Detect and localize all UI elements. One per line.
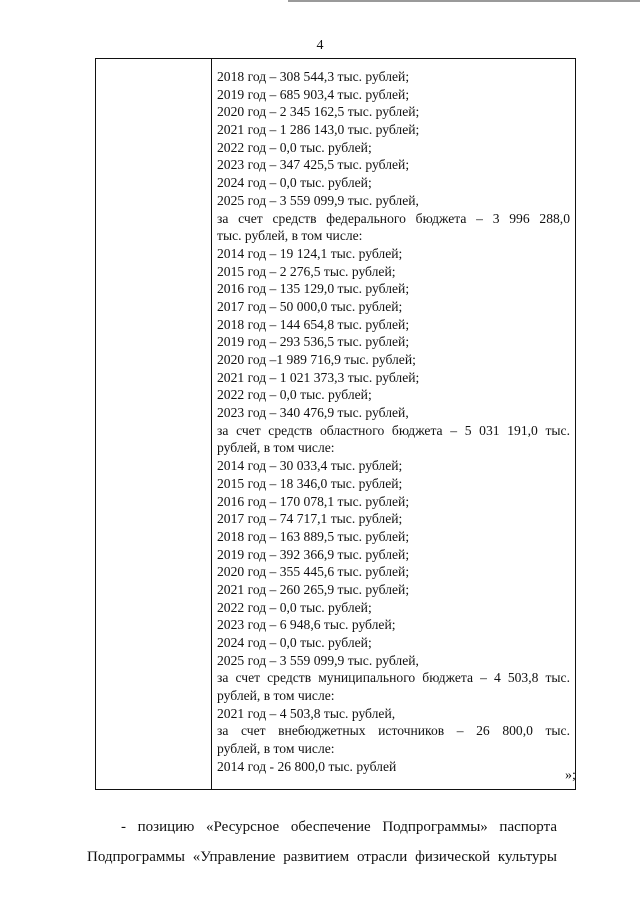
- funding-line: 2022 год – 0,0 тыс. рублей;: [217, 387, 372, 403]
- funding-line: 2021 год – 1 286 143,0 тыс. рублей;: [217, 122, 420, 138]
- funding-line: 2014 год – 19 124,1 тыс. рублей;: [217, 245, 403, 261]
- municipal-budget-heading: за счет средств муниципального бюджета – 4 503,8 тыс.: [217, 670, 570, 686]
- funding-line: 2015 год – 18 346,0 тыс. рублей;: [217, 475, 403, 491]
- funding-line: 2023 год – 6 948,6 тыс. рублей;: [217, 617, 396, 633]
- top-edge-rule: [288, 0, 640, 2]
- funding-line: 2022 год – 0,0 тыс. рублей;: [217, 139, 372, 155]
- funding-line: 2016 год – 170 078,1 тыс. рублей;: [217, 493, 410, 509]
- funding-line: 2019 год – 392 366,9 тыс. рублей;: [217, 546, 410, 562]
- federal-budget-heading: за счет средств федерального бюджета – 3 996 288,0: [217, 210, 570, 226]
- funding-line: 2020 год – 355 445,6 тыс. рублей;: [217, 564, 410, 580]
- funding-line: 2016 год – 135 129,0 тыс. рублей;: [217, 281, 410, 297]
- page-number: 4: [316, 38, 324, 53]
- table-funding-cell: [212, 59, 575, 789]
- table-label-cell: [96, 59, 212, 789]
- funding-line: 2014 год – 30 033,4 тыс. рублей;: [217, 458, 403, 474]
- funding-line: 2024 год – 0,0 тыс. рублей;: [217, 635, 372, 650]
- funding-line: 2024 год – 0,0 тыс. рублей;: [217, 175, 372, 191]
- funding-line: тыс. рублей, в том числе:: [217, 228, 363, 244]
- funding-line: 2022 год – 0,0 тыс. рублей;: [217, 599, 372, 615]
- funding-line: 2021 год – 4 503,8 тыс. рублей,: [217, 705, 396, 721]
- funding-line: 2018 год – 308 544,3 тыс. рублей;: [217, 69, 410, 84]
- funding-line: 2021 год – 1 021 373,3 тыс. рублей;: [217, 369, 420, 385]
- funding-line: 2015 год – 2 276,5 тыс. рублей;: [217, 263, 396, 279]
- amendment-paragraph-line-2: Подпрограммы «Управление развитием отрасли физической культуры: [87, 849, 557, 865]
- funding-line: 2014 год - 26 800,0 тыс. рублей: [217, 758, 397, 774]
- regional-budget-heading: за счет средств областного бюджета – 5 031 191,0 тыс.: [217, 422, 570, 438]
- funding-line: рублей, в том числе:: [217, 440, 335, 456]
- subprogram-passport-table: [95, 58, 576, 790]
- funding-line: 2025 год – 3 559 099,9 тыс. рублей,: [217, 192, 419, 208]
- extrabudgetary-heading: за счет внебюджетных источников – 26 800,0 тыс.: [217, 723, 570, 739]
- funding-line: 2018 год – 163 889,5 тыс. рублей;: [217, 528, 410, 544]
- funding-line: 2019 год – 685 903,4 тыс. рублей;: [217, 86, 410, 102]
- funding-line: 2020 год –1 989 716,9 тыс. рублей;: [217, 352, 416, 367]
- funding-line: 2021 год – 260 265,9 тыс. рублей;: [217, 581, 410, 597]
- funding-line: 2019 год – 293 536,5 тыс. рублей;: [217, 334, 410, 350]
- funding-line: 2023 год – 347 425,5 тыс. рублей;: [217, 157, 410, 173]
- funding-line: 2017 год – 74 717,1 тыс. рублей;: [217, 511, 403, 527]
- amendment-paragraph-line-1: - позицию «Ресурсное обеспечение Подпрограммы» паспорта: [121, 819, 557, 835]
- funding-line: рублей, в том числе:: [217, 741, 335, 757]
- funding-line: 2020 год – 2 345 162,5 тыс. рублей;: [217, 104, 420, 120]
- funding-line: рублей, в том числе:: [217, 688, 335, 704]
- funding-line: 2018 год – 144 654,8 тыс. рублей;: [217, 316, 410, 332]
- funding-line: 2023 год – 340 476,9 тыс. рублей,: [217, 405, 409, 421]
- funding-line: 2025 год – 3 559 099,9 тыс. рублей,: [217, 652, 419, 668]
- closing-quote: »;: [565, 768, 576, 783]
- funding-line: 2017 год – 50 000,0 тыс. рублей;: [217, 298, 403, 314]
